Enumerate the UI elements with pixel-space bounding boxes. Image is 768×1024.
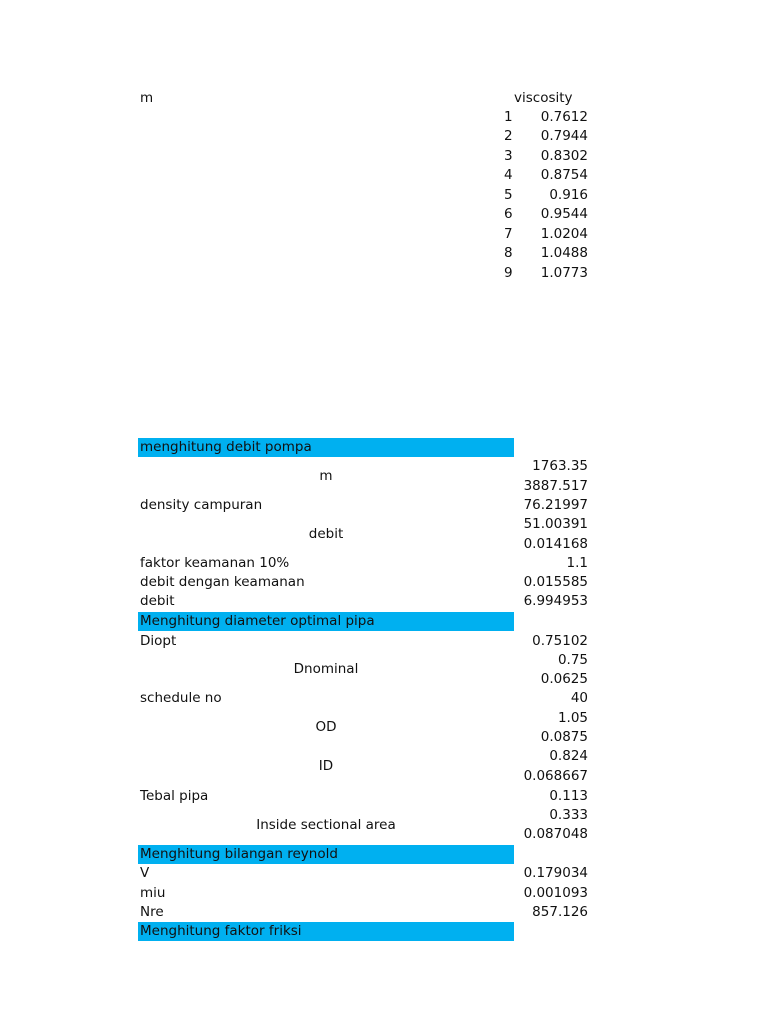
viscosity-row-value: 0.8302 bbox=[540, 147, 588, 164]
value-id-b: 0.068667 bbox=[523, 768, 588, 784]
viscosity-row bbox=[0, 147, 768, 166]
viscosity-row-index: 9 bbox=[504, 264, 513, 281]
value-diopt: 0.75102 bbox=[532, 633, 588, 649]
viscosity-row-value: 0.9544 bbox=[540, 206, 588, 223]
viscosity-row-index: 8 bbox=[504, 245, 513, 262]
section-header-friksi: Menghitung faktor friksi bbox=[138, 922, 514, 941]
value-v: 0.179034 bbox=[523, 865, 588, 881]
label-diopt: Diopt bbox=[140, 633, 177, 649]
label-density: density campuran bbox=[140, 497, 263, 513]
value-schedule-no: 40 bbox=[570, 690, 588, 706]
label-inside-sectional-area: Inside sectional area bbox=[256, 817, 396, 833]
value-m-b: 3887.517 bbox=[523, 478, 588, 494]
label-tebal-pipa: Tebal pipa bbox=[140, 788, 209, 804]
value-area-a: 0.333 bbox=[549, 807, 588, 823]
value-area-b: 0.087048 bbox=[523, 826, 588, 842]
label-faktor-keamanan: faktor keamanan 10% bbox=[140, 555, 290, 571]
label-m: m bbox=[319, 468, 333, 484]
value-od-a: 1.05 bbox=[557, 710, 588, 726]
viscosity-row bbox=[0, 127, 768, 146]
section-header-diameter: Menghitung diameter optimal pipa bbox=[138, 612, 514, 631]
value-miu: 0.001093 bbox=[523, 885, 588, 901]
viscosity-row bbox=[0, 244, 768, 263]
value-debit-b: 0.014168 bbox=[523, 536, 588, 552]
viscosity-row-value: 0.7944 bbox=[540, 128, 588, 145]
section-header-debit: menghitung debit pompa bbox=[138, 438, 514, 457]
label-debit-final: debit bbox=[140, 593, 175, 609]
viscosity-row-index: 7 bbox=[504, 225, 513, 242]
label-od: OD bbox=[315, 719, 337, 735]
value-density: 76.21997 bbox=[523, 497, 588, 513]
viscosity-row bbox=[0, 186, 768, 205]
value-debit-keamanan: 0.015585 bbox=[523, 574, 588, 590]
viscosity-row-index: 3 bbox=[504, 147, 513, 164]
viscosity-row-value: 1.0488 bbox=[540, 245, 588, 262]
label-dnominal: Dnominal bbox=[293, 661, 359, 677]
viscosity-row bbox=[0, 166, 768, 185]
viscosity-row-index: 4 bbox=[504, 167, 513, 184]
value-nre: 857.126 bbox=[532, 904, 588, 920]
viscosity-row-value: 1.0204 bbox=[540, 225, 588, 242]
value-debit-final: 6.994953 bbox=[523, 593, 588, 609]
viscosity-row-index: 1 bbox=[504, 109, 513, 125]
viscosity-row-value: 0.7612 bbox=[540, 109, 588, 125]
m-column-label: m bbox=[140, 90, 154, 106]
viscosity-row-value: 0.8754 bbox=[540, 167, 588, 184]
viscosity-row-index: 6 bbox=[504, 206, 513, 223]
label-v: V bbox=[140, 865, 150, 881]
value-dnominal-a: 0.75 bbox=[557, 652, 588, 668]
viscosity-row bbox=[0, 205, 768, 224]
viscosity-header: viscosity bbox=[514, 90, 573, 106]
value-od-b: 0.0875 bbox=[540, 729, 588, 745]
label-schedule-no: schedule no bbox=[140, 690, 222, 706]
viscosity-row bbox=[0, 264, 768, 283]
value-m-a: 1763.35 bbox=[532, 458, 588, 474]
value-tebal-pipa: 0.113 bbox=[549, 788, 588, 804]
viscosity-row bbox=[0, 108, 768, 127]
value-dnominal-b: 0.0625 bbox=[540, 671, 588, 687]
viscosity-row-index: 5 bbox=[504, 186, 513, 203]
section-header-reynold: Menghitung bilangan reynold bbox=[138, 845, 514, 864]
value-debit-a: 51.00391 bbox=[523, 516, 588, 532]
viscosity-row-value: 1.0773 bbox=[540, 264, 588, 281]
label-debit: debit bbox=[308, 526, 344, 542]
viscosity-row bbox=[0, 225, 768, 244]
value-faktor-keamanan: 1.1 bbox=[566, 555, 588, 571]
label-debit-keamanan: debit dengan keamanan bbox=[140, 574, 305, 590]
label-nre: Nre bbox=[140, 904, 164, 920]
viscosity-row-index: 2 bbox=[504, 128, 513, 145]
value-id-a: 0.824 bbox=[549, 748, 588, 764]
label-id: ID bbox=[318, 758, 334, 774]
viscosity-row-value: 0.916 bbox=[549, 186, 588, 203]
label-miu: miu bbox=[140, 885, 166, 901]
